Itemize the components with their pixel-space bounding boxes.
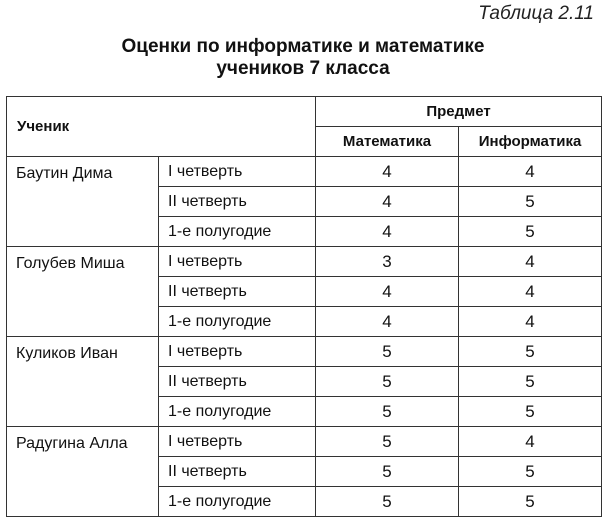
grade-informatics-cell: 4 bbox=[459, 157, 602, 187]
student-name: Куликов Иван bbox=[7, 337, 159, 427]
grades-table bbox=[6, 96, 602, 517]
grade-math-cell: 5 bbox=[316, 397, 459, 427]
title-line-2: учеников 7 класса bbox=[216, 58, 390, 79]
grade-informatics-cell: 5 bbox=[459, 397, 602, 427]
grade-informatics-cell: 5 bbox=[459, 187, 602, 217]
period-cell: II четверть bbox=[159, 367, 316, 397]
table-row bbox=[7, 157, 602, 187]
grade-math-cell: 4 bbox=[316, 157, 459, 187]
period-cell: I четверть bbox=[159, 427, 316, 457]
grade-math-cell: 5 bbox=[316, 487, 459, 517]
grade-math-cell: 4 bbox=[316, 187, 459, 217]
period-cell: 1-е полугодие bbox=[159, 217, 316, 247]
grade-math-cell: 5 bbox=[316, 367, 459, 397]
table-row bbox=[7, 247, 602, 277]
grade-informatics-cell: 5 bbox=[459, 217, 602, 247]
period-cell: II четверть bbox=[159, 277, 316, 307]
grade-informatics-cell: 5 bbox=[459, 337, 602, 367]
student-column-header: Ученик bbox=[7, 97, 316, 157]
period-cell: I четверть bbox=[159, 157, 316, 187]
page-title bbox=[0, 36, 606, 80]
grade-informatics-cell: 5 bbox=[459, 457, 602, 487]
grade-informatics-cell: 4 bbox=[459, 427, 602, 457]
grade-informatics-cell: 5 bbox=[459, 367, 602, 397]
grade-math-cell: 5 bbox=[316, 337, 459, 367]
grade-math-cell: 4 bbox=[316, 217, 459, 247]
subject-group-header: Предмет bbox=[316, 97, 602, 127]
period-cell: I четверть bbox=[159, 337, 316, 367]
title-line-1: Оценки по информатике и математике bbox=[121, 36, 485, 57]
subject-header-math: Математика bbox=[316, 127, 459, 157]
grade-informatics-cell: 4 bbox=[459, 277, 602, 307]
period-cell: 1-е полугодие bbox=[159, 307, 316, 337]
student-name: Голубев Миша bbox=[7, 247, 159, 337]
table-row bbox=[7, 337, 602, 367]
table-caption: Таблица 2.11 bbox=[478, 3, 594, 24]
grade-informatics-cell: 5 bbox=[459, 487, 602, 517]
grade-informatics-cell: 4 bbox=[459, 307, 602, 337]
period-cell: 1-е полугодие bbox=[159, 487, 316, 517]
student-name: Радугина Алла bbox=[7, 427, 159, 517]
grade-math-cell: 5 bbox=[316, 427, 459, 457]
period-cell: I четверть bbox=[159, 247, 316, 277]
grade-math-cell: 5 bbox=[316, 457, 459, 487]
table-row bbox=[7, 427, 602, 457]
grades-body bbox=[7, 157, 602, 517]
period-cell: II четверть bbox=[159, 187, 316, 217]
grade-math-cell: 4 bbox=[316, 277, 459, 307]
student-name: Баутин Дима bbox=[7, 157, 159, 247]
subject-header-informatics: Информатика bbox=[459, 127, 602, 157]
grade-informatics-cell: 4 bbox=[459, 247, 602, 277]
period-cell: II четверть bbox=[159, 457, 316, 487]
period-cell: 1-е полугодие bbox=[159, 397, 316, 427]
grade-math-cell: 4 bbox=[316, 307, 459, 337]
grade-math-cell: 3 bbox=[316, 247, 459, 277]
